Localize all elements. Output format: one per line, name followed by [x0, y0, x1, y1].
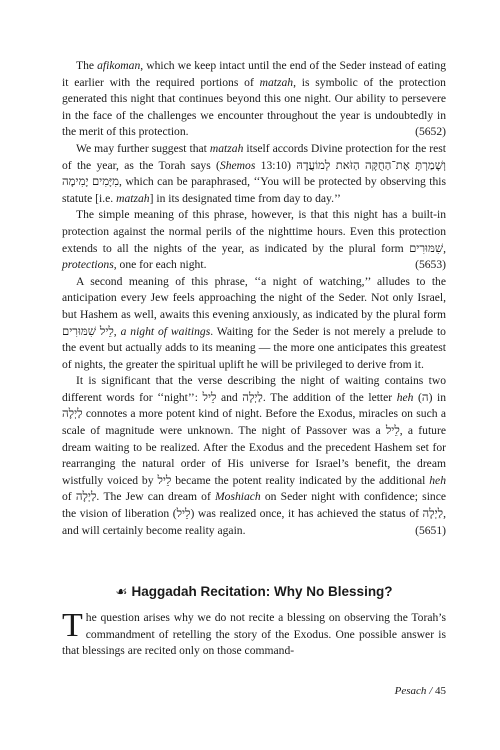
italic-term: heh: [429, 473, 446, 487]
source-reference: (5652): [415, 125, 446, 139]
text-run: We may further suggest that: [76, 141, 210, 155]
italic-term: Moshiach: [215, 490, 261, 504]
italic-term: Shemos: [219, 158, 256, 172]
section-heading-title: Haggadah Recitation: Why No Blessing?: [131, 584, 393, 599]
italic-term: matzah: [209, 141, 244, 155]
italic-term: a night of waitings: [120, 324, 211, 338]
text-run: 13:10) וְשָׁמַרְתָּ אֶת־הַחֻקָּה הַזֹּאת לְמוֹעֲדָהּ מִיָּמִים יָמִימָה, which can be paraphrased, ‘‘You will be protected by observing this statute [i.e.: [62, 158, 446, 205]
text-run: The: [76, 59, 98, 72]
italic-term: matzah: [116, 191, 150, 205]
italic-term: afikoman: [97, 59, 141, 72]
paragraph: [62, 373, 446, 539]
italic-term: heh: [396, 390, 414, 404]
text-run: A second meaning of this phrase, ‘‘a night of watching,’’ alludes to the anticipation every Jew feels approaching the night of the Seder. Not only Israel, but Hashem as well, awaits this evening anxiously, as indicated by the plural form לֵיל שִׁמּוּרִים,: [62, 274, 446, 338]
paragraph: [62, 207, 446, 273]
paragraph: [62, 58, 446, 141]
text-run: , one for each night.: [113, 258, 207, 272]
section-first-paragraph-text: he question arises why we do not recite a blessing on observing the Torah’s commandment of retelling the story of the Exodus. One possible answer is that blessings are recited only on those command-: [62, 611, 446, 658]
section-heading: [62, 584, 446, 600]
text-run: of לַיְלָה. The Jew can dream of: [62, 490, 215, 504]
drop-cap: T: [62, 607, 83, 644]
source-reference: (5653): [415, 258, 446, 272]
italic-term: matzah: [259, 75, 294, 89]
paragraph: [62, 141, 446, 207]
text-run: The simple meaning of this phrase, however, is that this night has a built-in protection against the normal perils of the nighttime hours. Even this protection extends to all the nights of the year, as indicated by the plural form שִׁמּוּרִים,: [62, 208, 446, 255]
footer-separator: /: [426, 685, 435, 697]
paragraph: [62, 274, 446, 374]
footer-book-title: Pesach: [394, 685, 427, 697]
text-run: . Waiting for the Seder is not merely a prelude to the event but actually adds to its meaning — the more one anticipates this greatest of nights, the greater the spiritual uplift he will be privileged to derive from it.: [62, 324, 446, 371]
text-run: on Seder night with confidence; since the vision of liberation (לֵיל) was realized once, it has achieved the status of לַיְלָה, and will certainly become reality again.: [62, 490, 446, 537]
text-run: ] in its designated time from day to day.’’: [149, 191, 341, 205]
page-number: 45: [435, 685, 446, 697]
section-first-paragraph: [62, 607, 446, 660]
fleuron-icon: ☙: [115, 584, 128, 600]
italic-term: protections: [62, 258, 114, 272]
text-run: itself accords Divine protection for the rest of the year, as the Torah says (: [62, 141, 446, 172]
page-footer: [395, 685, 446, 697]
text-run: It is significant that the verse describing the night of waiting contains two different words for ‘‘night’’: לֵיל and לַיְלָה. The addition of the letter: [62, 374, 446, 404]
text-run: , which we keep intact until the end of the Seder instead of eating it earlier with the required portions of: [62, 59, 446, 89]
text-run: , is symbolic of the protection generated this night that continues beyond this one night. Our ability to persevere in the face of the challenges we encounter throughout the year is undoubtedly in the merit of this protection.: [62, 75, 446, 139]
source-reference: (5651): [415, 523, 446, 537]
text-run: (ה) in לַיְלָה connotes a more potent kind of night. Before the Exodus, miracles on such a scale of magnitude were unknown. The night of Passover was a לֵיל, a future dream waiting to be realized. After the Exodus and the precedent Hashem set for rearranging the natural order of His universe for Israel’s benefit, the dream wistfully voiced by לֵיל became the potent reality indicated by the additional: [62, 390, 446, 487]
body-text: [62, 58, 446, 539]
